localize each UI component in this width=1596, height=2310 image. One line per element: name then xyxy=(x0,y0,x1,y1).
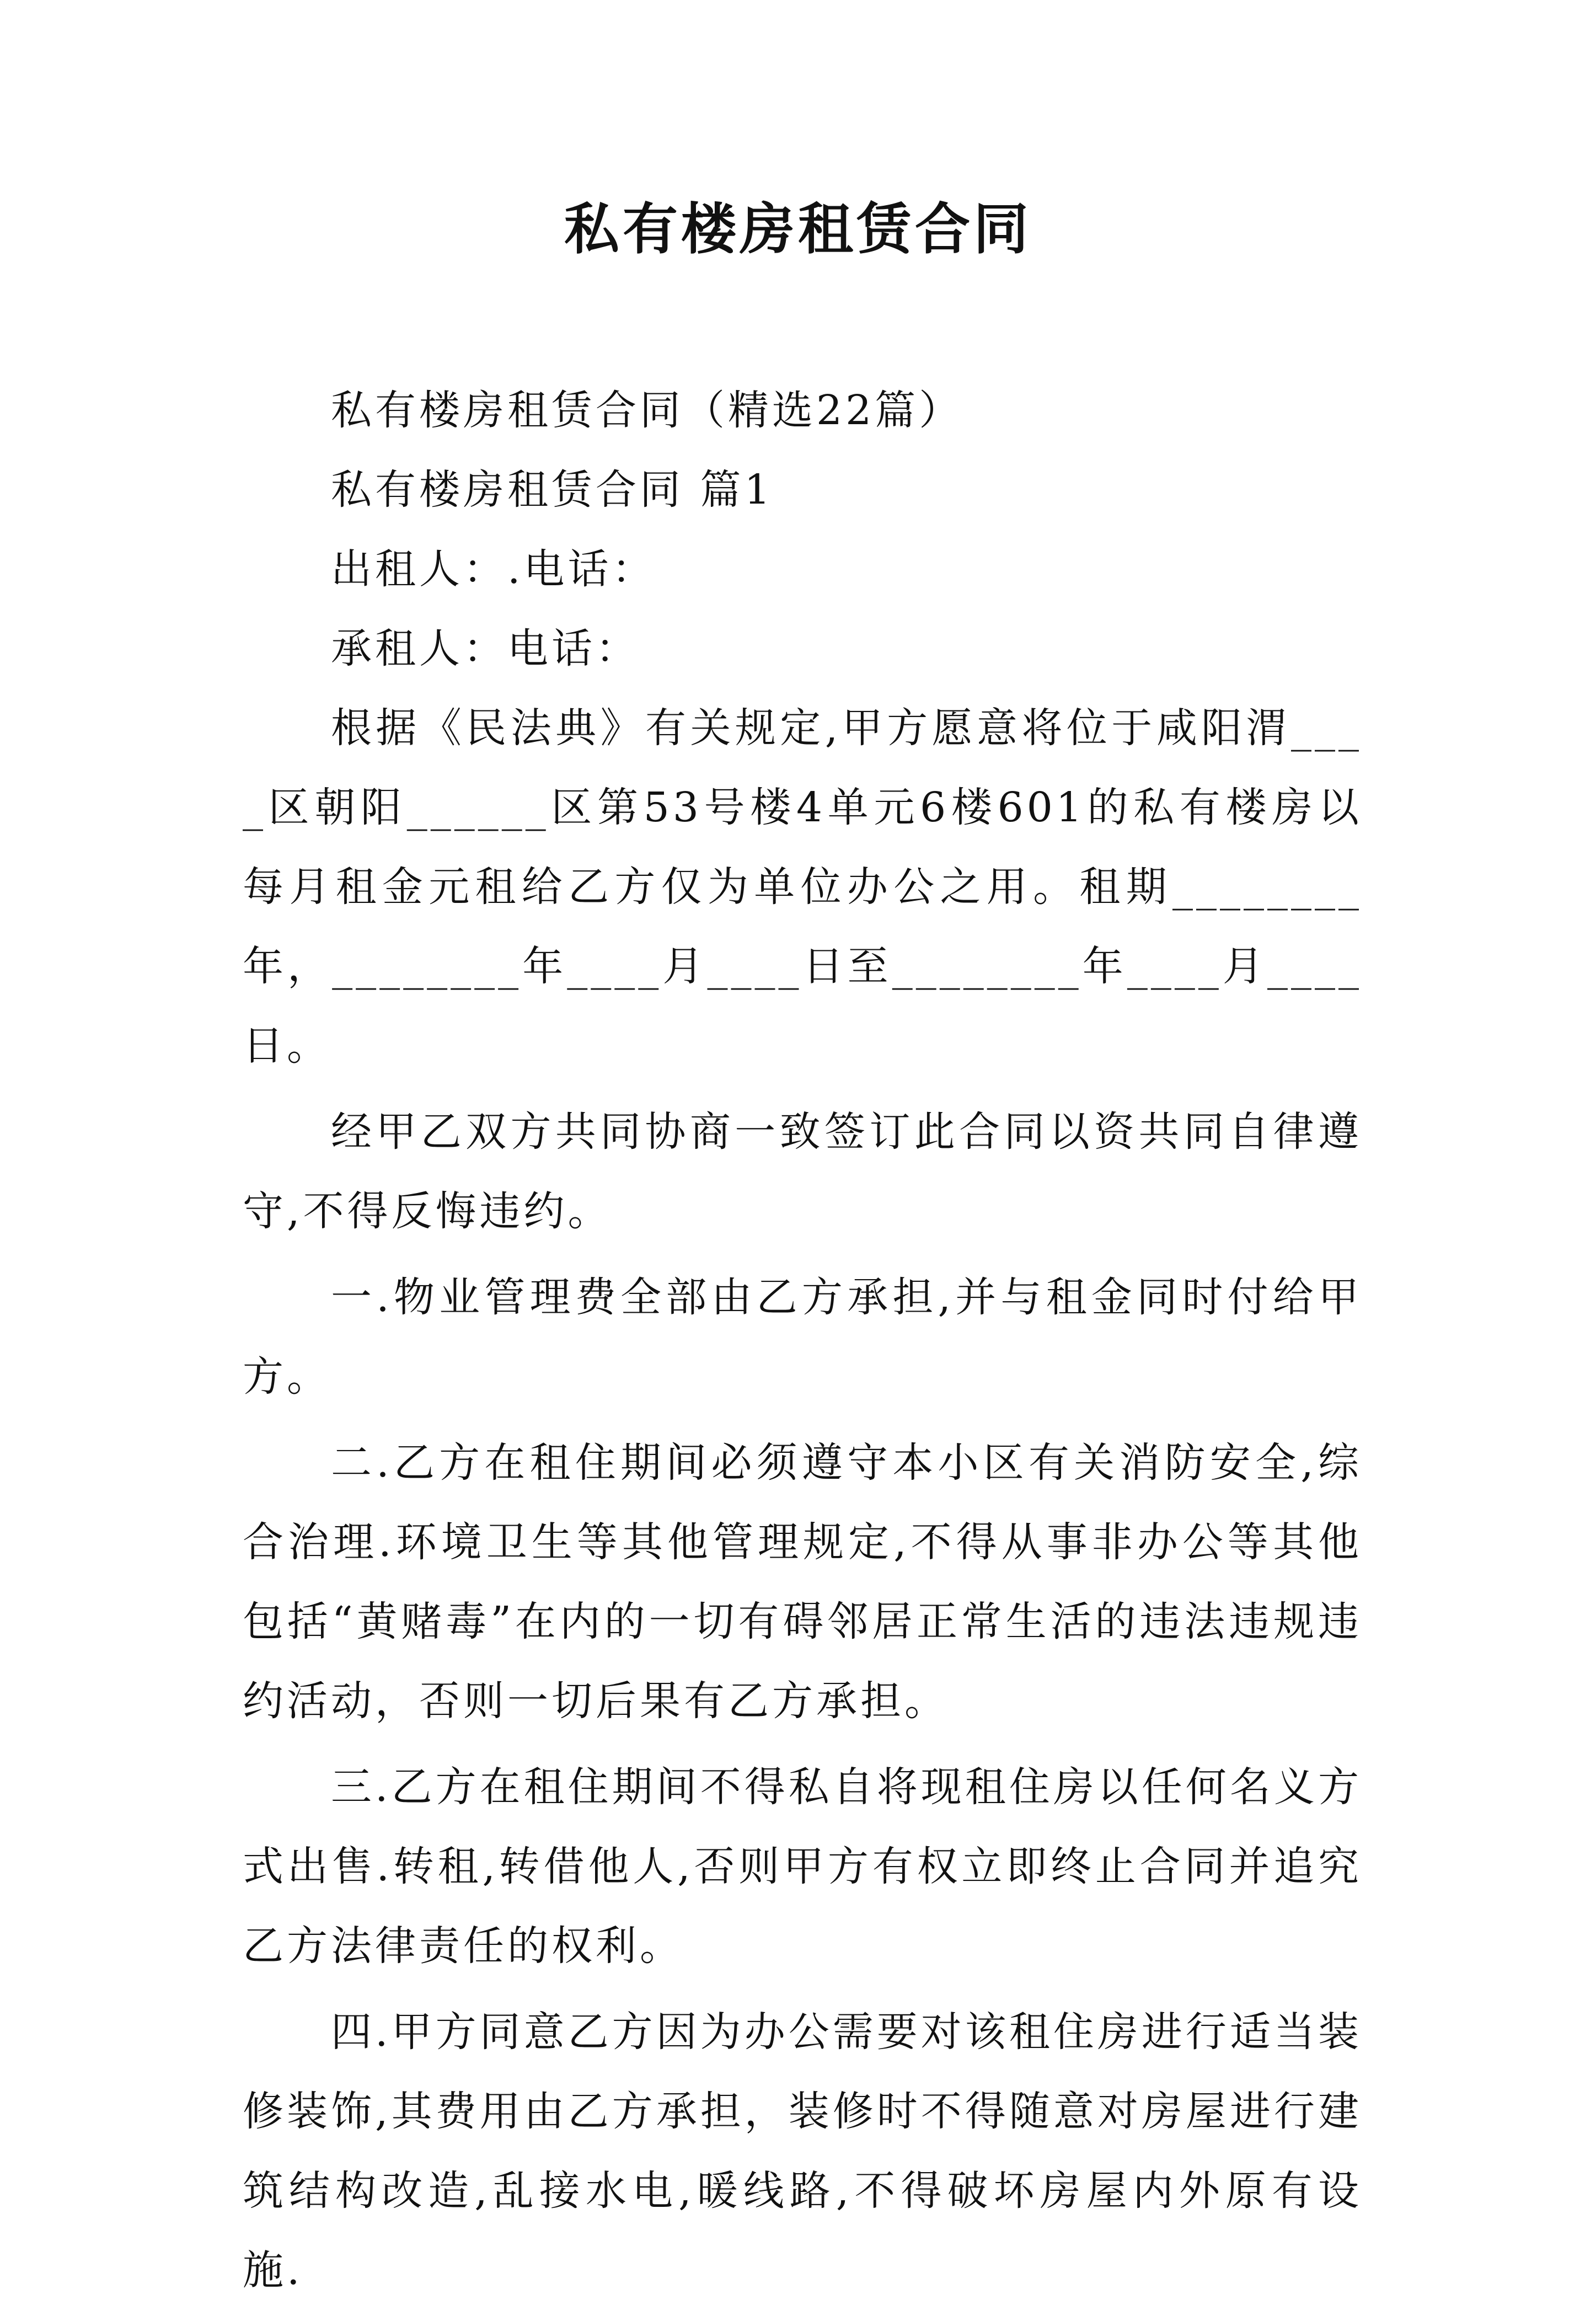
subtitle-paragraph: 私有楼房租赁合同（精选22篇） xyxy=(331,387,963,434)
document-body xyxy=(243,371,1362,2310)
section-heading: 私有楼房租赁合同 篇1 xyxy=(331,466,774,514)
clause-4: 四.甲方同意乙方因为办公需要对该租住房进行适当装修装饰,其费用由乙方承担，装修时不得随意对房屋进行建筑结构改造,乱接水电,暖线路,不得破坏房屋内外原有设施. xyxy=(243,2008,1362,2294)
clause-2: 二.乙方在租住期间必须遵守本小区有关消防安全,综合治理.环境卫生等其他管理规定,不得从事非办公等其他包括“黄赌毒”在内的一切有碍邻居正常生活的违法违规违约活动，否则一切后果有乙方承担。 xyxy=(243,1439,1362,1725)
property-paragraph: 根据《民法典》有关规定,甲方愿意将位于咸阳渭____区朝阳______区第53号楼4单元6楼601的私有楼房以每月租金元租给乙方仅为单位办公之用。租期________年，________年____月____日至________年____月____日。 xyxy=(243,704,1362,1070)
lessor-line: 出租人：.电话： xyxy=(331,546,656,593)
clause-3: 三.乙方在租住期间不得私自将现租住房以任何名义方式出售.转租,转借他人,否则甲方有权立即终止合同并追究乙方法律责任的权利。 xyxy=(243,1763,1362,1970)
lessee-line: 承租人：电话： xyxy=(331,625,640,672)
agreement-paragraph: 经甲乙双方共同协商一致签订此合同以资共同自律遵守,不得反悔违约。 xyxy=(243,1108,1362,1235)
document-title: 私有楼房租赁合同 xyxy=(564,196,1032,261)
clause-1: 一.物业管理费全部由乙方承担,并与租金同时付给甲方。 xyxy=(243,1274,1362,1400)
